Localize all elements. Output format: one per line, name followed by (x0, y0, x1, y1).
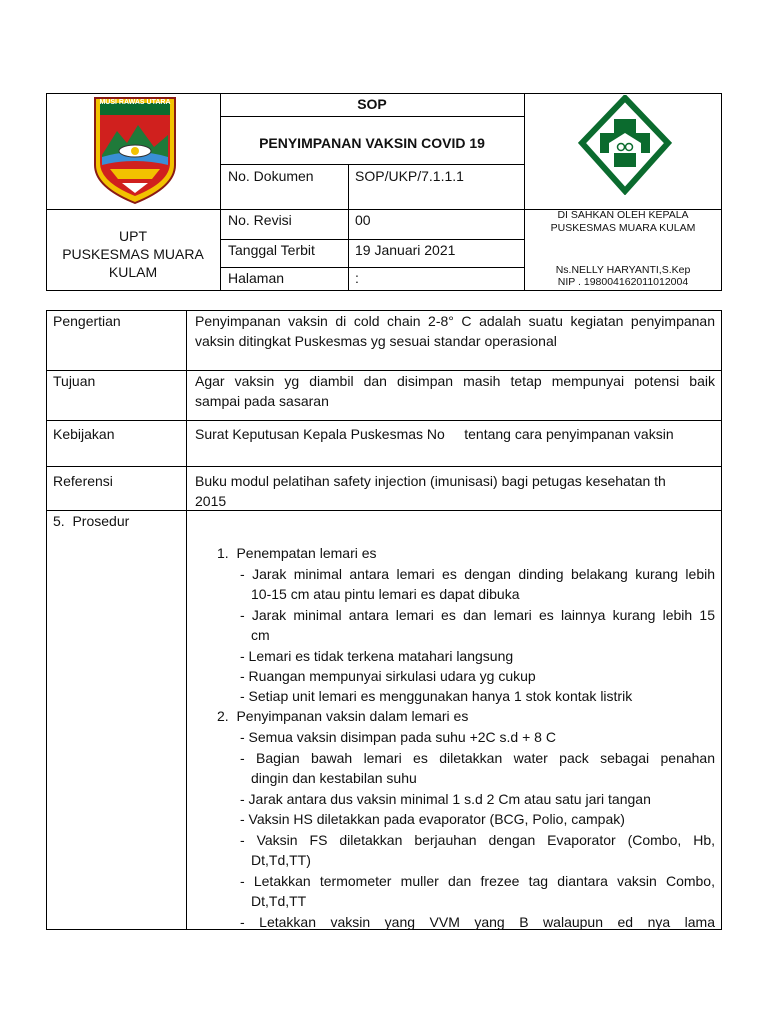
org-line-2: PUSKESMAS MUARA (62, 246, 204, 262)
approval-text: DI SAHKAN OLEH KEPALA PUSKESMAS MUARA KULAM (550, 209, 696, 234)
signer-nip: NIP . 198004162011012004 (557, 276, 689, 288)
section-label-kebijakan: Kebijakan (53, 426, 115, 442)
sop-content-table (46, 310, 722, 930)
section-label-referensi: Referensi (53, 473, 113, 489)
header-table (46, 93, 722, 291)
procedure-bullet-cont: dingin dan kestabilan suhu (251, 770, 417, 786)
section-text-line: Surat Keputusan Kepala Puskesmas No tentang cara penyimpanan vaksin (195, 426, 674, 442)
section-label-prosedur: 5. Prosedur (53, 513, 130, 529)
section-label-pengertian: Pengertian (53, 313, 121, 329)
procedure-bullet: - Semua vaksin disimpan pada suhu +2C s.d + 8 C (240, 729, 556, 745)
org-line-3: KULAM (108, 264, 158, 280)
row-label-revisi: No. Revisi (228, 212, 292, 228)
page-title: PENYIMPANAN VAKSIN COVID 19 (259, 135, 485, 151)
section-label-tujuan: Tujuan (53, 373, 96, 389)
regency-emblem-icon (92, 95, 178, 207)
row-value-dokumen: SOP/UKP/7.1.1.1 (355, 168, 464, 184)
section-text-line: sampai pada sasaran (195, 393, 329, 409)
row-value-halaman: : (355, 270, 359, 286)
row-value-revisi: 00 (355, 212, 371, 228)
row-label-tanggal: Tanggal Terbit (228, 242, 315, 258)
procedure-bullet: - Letakkan vaksin yang VVM yang B walaupun ed nya lama (240, 914, 715, 930)
procedure-bullet: - Setiap unit lemari es menggunakan hanya 1 stok kontak listrik (240, 688, 633, 704)
row-label-halaman: Halaman (228, 270, 285, 286)
procedure-bullet-cont: cm (251, 627, 270, 643)
puskesmas-logo-icon (577, 95, 673, 195)
doc-type: SOP (357, 96, 387, 112)
procedure-bullet: - Vaksin FS diletakkan berjauhan dengan Evaporator (Combo, Hb, (240, 832, 715, 848)
org-line-1: UPT (119, 228, 147, 244)
procedure-bullet: - Vaksin HS diletakkan pada evaporator (BCG, Polio, campak) (240, 811, 625, 827)
procedure-bullet-cont: Dt,Td,TT) (251, 852, 311, 868)
procedure-bullet-cont: Dt,Td,TT (251, 893, 307, 909)
procedure-bullet: - Jarak minimal antara lemari es dengan dinding belakang kurang lebih (240, 566, 715, 582)
procedure-bullet: - Jarak minimal antara lemari es dan lemari es lainnya kurang lebih 15 (240, 607, 715, 623)
procedure-bullet: - Letakkan termometer muller dan frezee tag diantara vaksin Combo, (240, 873, 715, 889)
logo-banner-text: MUSI RAWAS UTARA (99, 99, 171, 106)
section-text-line: 2015 (195, 493, 227, 509)
section-text-line: vaksin ditingkat Puskesmas yg sesuai standar operasional (195, 333, 557, 349)
procedure-bullet: - Jarak antara dus vaksin minimal 1 s.d 2 Cm atau satu jari tangan (240, 791, 651, 807)
section-text-line: Buku modul pelatihan safety injection (imunisasi) bagi petugas kesehatan th (195, 473, 666, 489)
row-label-dokumen: No. Dokumen (228, 168, 314, 184)
section-text-line: Penyimpanan vaksin di cold chain 2-8° C adalah suatu kegiatan penyimpanan (195, 313, 715, 329)
section-text-line: Agar vaksin yg diambil dan disimpan masih tetap mempunyai potensi baik (195, 373, 715, 389)
procedure-bullet-cont: 10-15 cm atau pintu lemari es dapat dibuka (251, 586, 520, 602)
procedure-bullet: - Bagian bawah lemari es diletakkan water pack sebagai penahan (240, 750, 715, 766)
procedure-bullet: - Ruangan mempunyai sirkulasi udara yg cukup (240, 668, 536, 684)
signer-name: Ns.NELLY HARYANTI,S.Kep (555, 264, 691, 276)
row-value-tanggal: 19 Januari 2021 (355, 242, 456, 258)
procedure-item-title: 1. Penempatan lemari es (217, 545, 377, 561)
procedure-bullet: - Lemari es tidak terkena matahari langsung (240, 648, 514, 664)
procedure-item-title: 2. Penyimpanan vaksin dalam lemari es (217, 708, 469, 724)
